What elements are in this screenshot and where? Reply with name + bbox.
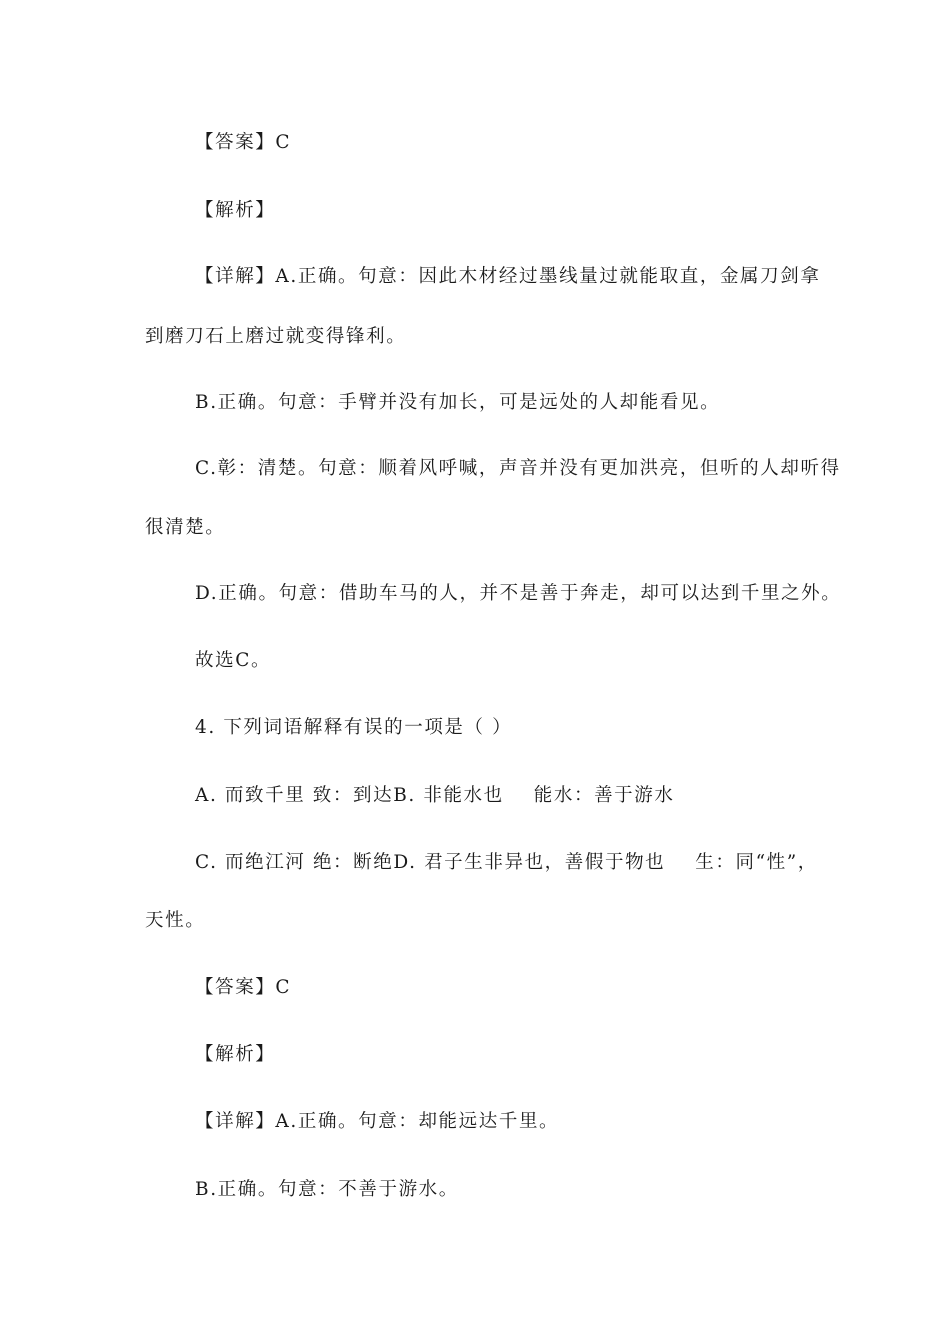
q4-option-b-gloss: 能水：善于游水 (533, 785, 675, 806)
q3-detail-b: B.正确。句意：手臂并没有加长，可是远处的人却能看见。 (195, 392, 721, 413)
q4-option-d: D. 君子生非异也，善假于物也 (393, 852, 666, 873)
q3-answer: 【答案】C (195, 132, 292, 153)
q4-options-ab (195, 784, 674, 808)
q3-detail-d: D.正确。句意：借助车马的人，并不是善于奔走，却可以达到千里之外。 (195, 583, 842, 604)
q4-answer: 【答案】C (195, 977, 292, 998)
q4-options-cd (195, 851, 818, 875)
q4-analysis-heading: 【解析】 (195, 1044, 276, 1065)
q3-detail-a-line2: 到磨刀石上磨过就变得锋利。 (145, 326, 407, 347)
q4-option-b: B. 非能水也 (393, 785, 504, 806)
q3-detail-a-line1: 【详解】A.正确。句意：因此木材经过墨线量过就能取直，金属刀剑拿 (195, 266, 821, 287)
q3-analysis-heading: 【解析】 (195, 200, 276, 221)
q3-detail-c-line2: 很清楚。 (145, 517, 226, 538)
q4-option-a: A. 而致千里 致：到达 (195, 785, 394, 806)
q3-choice: 故选C。 (195, 650, 272, 671)
q4-question: 4. 下列词语解释有误的一项是（ ） (195, 717, 513, 738)
q4-detail-a: 【详解】A.正确。句意：却能远达千里。 (195, 1111, 560, 1132)
q4-option-c: C. 而绝江河 绝：断绝 (195, 852, 394, 873)
q4-detail-b: B.正确。句意：不善于游水。 (195, 1179, 459, 1200)
q3-detail-c-line1: C.彰：清楚。句意：顺着风呼喊，声音并没有更加洪亮，但听的人却听得 (195, 458, 841, 479)
q4-option-d-continuation: 天性。 (145, 910, 206, 931)
q4-option-d-gloss: 生：同“性”， (695, 852, 818, 873)
